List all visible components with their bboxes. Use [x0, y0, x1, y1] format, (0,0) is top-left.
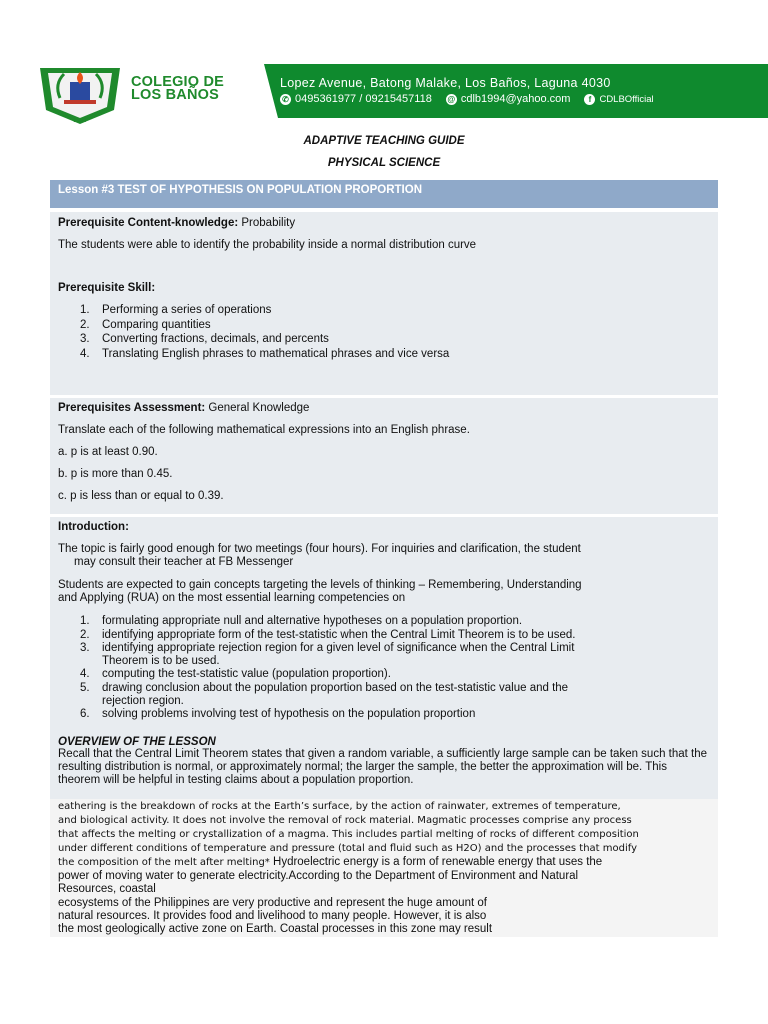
list-item: 2. identifying appropriate form of the test-statistic when the Central Limit Theorem is to be used.: [80, 628, 576, 641]
assessment-instruction: Translate each of the following mathematical expressions into an English phrase.: [58, 424, 470, 436]
competency-list: [80, 615, 575, 721]
overview-text: Recall that the Central Limit Theorem states that given a random variable, a sufficiently large sample can be taken such that the resulting distribution is normal, or approximately normal; the larger the sample, the better the approximation will be. This theorem will be helpful in testing claims about a population proportion.: [58, 748, 708, 786]
school-header: [30, 62, 768, 126]
prereq-skill-heading: Prerequisite Skill:: [58, 282, 156, 294]
extra-text-section: [50, 799, 718, 937]
extra-line: eathering is the breakdown of rocks at the Earth’s surface, by the action of rainwater, extremes of temperature,: [58, 801, 621, 812]
school-seal-icon: [34, 64, 124, 126]
email-icon: @: [447, 94, 456, 104]
extra-line: the most geologically active zone on Earth. Coastal processes in this zone may result: [58, 923, 493, 935]
list-item: 1. formulating appropriate null and alternative hypotheses on a population proportion.: [80, 615, 523, 627]
assessment-section: [50, 398, 718, 514]
intro-paragraph-1-cont: may consult their teacher at FB Messenger: [74, 556, 294, 568]
extra-line: and biological activity. It does not involve the removal of rock material. Magmatic processes comprise any process: [58, 815, 632, 826]
extra-line: power of moving water to generate electricity.According to the Department of Environment and Natural: [58, 870, 579, 882]
list-item: 2. Comparing quantities: [80, 318, 211, 331]
contact-banner: [264, 64, 768, 118]
svg-text:1994: 1994: [73, 118, 87, 124]
extra-line: Resources, coastal: [58, 883, 156, 895]
intro-paragraph-1: The topic is fairly good enough for two meetings (four hours). For inquiries and clarification, the student: [58, 543, 581, 555]
school-address: Lopez Avenue, Batong Malake, Los Baños, Laguna 4030: [280, 76, 611, 90]
school-name: COLEGIO DE LOS BAÑOS: [131, 74, 225, 103]
extra-line: the composition of the melt after melting* Hydroelectric energy is a form of renewable energy that uses the: [58, 856, 603, 868]
phone-number: 0495361977 / 09215457118: [295, 93, 432, 105]
lesson-title-bar: Lesson #3 TEST OF HYPOTHESIS ON POPULATION PROPORTION: [50, 180, 718, 208]
prereq-content-text: The students were able to identify the probability inside a normal distribution curve: [58, 239, 477, 251]
subject-title: PHYSICAL SCIENCE: [327, 157, 441, 169]
introduction-heading: Introduction:: [58, 521, 129, 533]
list-item: 1. Performing a series of operations: [80, 304, 272, 316]
extra-line: natural resources. It provides food and livelihood to many people. However, it is also: [58, 910, 487, 922]
email-address: cdlb1994@yahoo.com: [460, 93, 571, 105]
list-item: 4. Translating English phrases to mathematical phrases and vice versa: [80, 347, 450, 360]
extra-line: ecosystems of the Philippines are very productive and represent the huge amount of: [58, 897, 487, 909]
list-item: 5. drawing conclusion about the population proportion based on the test-statistic value and the rejection region.: [80, 681, 569, 707]
assessment-item-a: a. p is at least 0.90.: [58, 446, 158, 458]
list-item: 6. solving problems involving test of hypothesis on the population proportion: [80, 707, 476, 720]
assessment-heading: Prerequisites Assessment: General Knowledge: [58, 402, 310, 414]
document-title: ADAPTIVE TEACHING GUIDE: [303, 135, 465, 147]
prereq-content-line: Prerequisite Content-knowledge: Probability: [58, 217, 296, 229]
overview-heading: OVERVIEW OF THE LESSON: [58, 736, 216, 748]
facebook-icon: f: [584, 94, 595, 105]
list-item: 3. identifying appropriate rejection region for a given level of significance when the Central Limit Theorem is to be used.: [80, 642, 575, 667]
facebook-page: CDLBOfficial: [599, 93, 654, 105]
extra-line: that affects the melting or crystallization of a magma. This includes partial melting of rocks of different composition: [58, 829, 639, 840]
contact-line: [280, 93, 654, 105]
intro-paragraph-2-cont: and Applying (RUA) on the most essential learning competencies on: [58, 592, 406, 604]
intro-paragraph-2: Students are expected to gain concepts targeting the levels of thinking – Remembering, Understanding: [58, 579, 582, 591]
list-item: 3. Converting fractions, decimals, and percents: [80, 333, 329, 346]
list-item: 4. computing the test-statistic value (population proportion).: [80, 668, 391, 680]
assessment-item-c: c. p is less than or equal to 0.39.: [58, 490, 224, 502]
extra-line: under different conditions of temperature and pressure (total and fluid such as H2O) and the processes that modify: [58, 843, 638, 854]
assessment-item-b: b. p is more than 0.45.: [58, 468, 173, 480]
prereq-skill-list: [80, 303, 449, 361]
prerequisite-section: [50, 212, 718, 395]
phone-icon: ✆: [280, 94, 291, 105]
